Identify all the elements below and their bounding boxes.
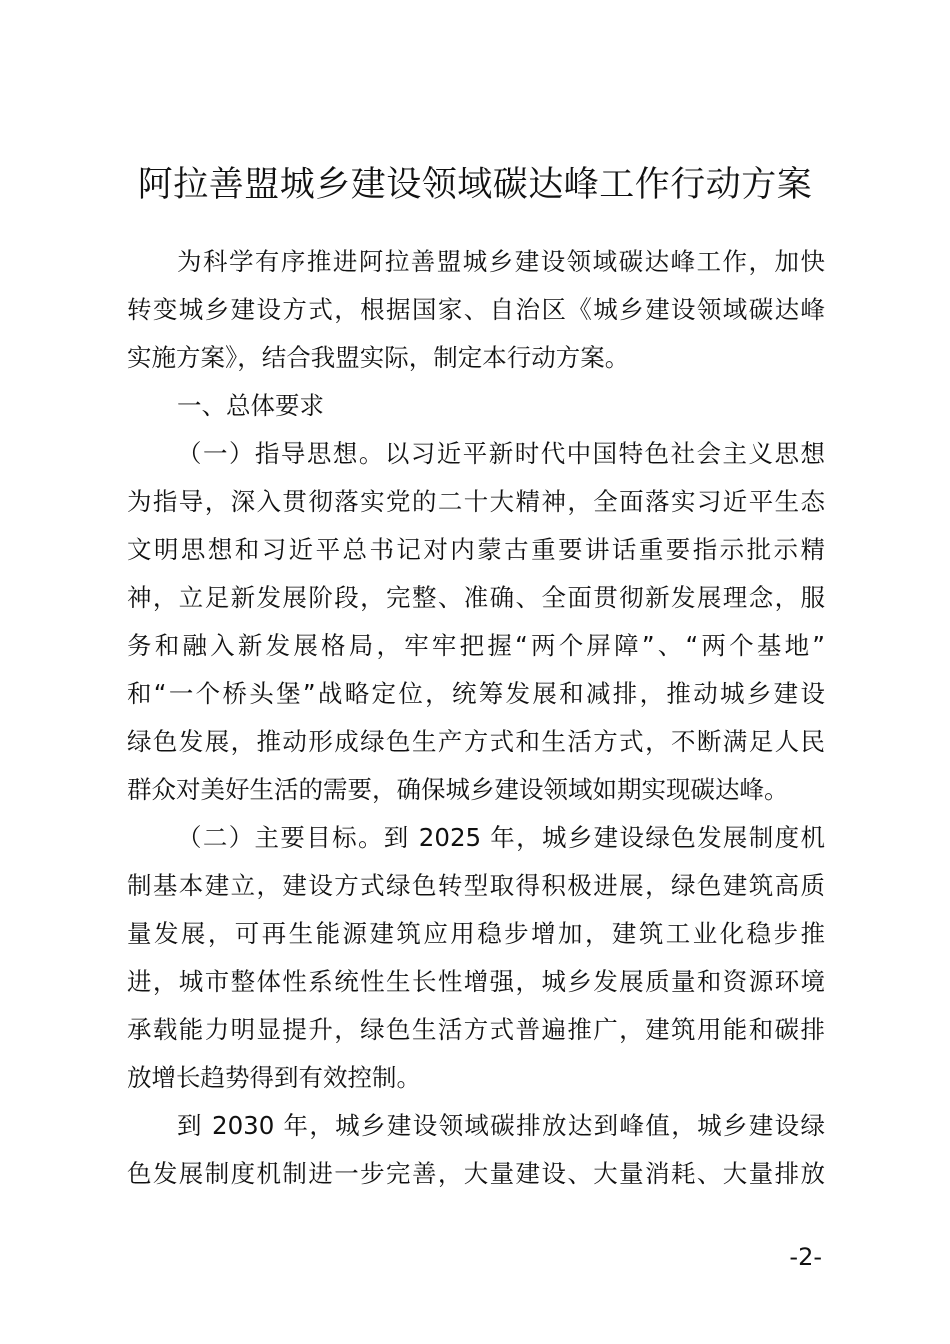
- section-heading: 一、总体要求: [177, 391, 324, 420]
- paragraph-line: （一）指导思想。以习近平新时代中国特色社会主义思想: [177, 439, 825, 468]
- paragraph-line: 色发展制度机制进一步完善，大量建设、大量消耗、大量排放: [127, 1159, 825, 1188]
- paragraph-line: 到 2030 年，城乡建设领域碳排放达到峰值，城乡建设绿: [177, 1111, 825, 1140]
- paragraph-line: 放增长趋势得到有效控制。: [127, 1063, 421, 1092]
- paragraph-line: 为科学有序推进阿拉善盟城乡建设领域碳达峰工作，加快: [177, 247, 825, 276]
- paragraph-line: 和“一个桥头堡”战略定位，统筹发展和减排，推动城乡建设: [127, 679, 825, 708]
- paragraph-line: 务和融入新发展格局，牢牢把握“两个屏障”、“两个基地”: [127, 631, 825, 660]
- paragraph-line: 进，城市整体性系统性生长性增强，城乡发展质量和资源环境: [127, 967, 825, 996]
- paragraph-line: 承载能力明显提升，绿色生活方式普遍推广，建筑用能和碳排: [127, 1015, 825, 1044]
- paragraph-line: （二）主要目标。到 2025 年，城乡建设绿色发展制度机: [177, 823, 825, 852]
- paragraph-line: 为指导，深入贯彻落实党的二十大精神，全面落实习近平生态: [127, 487, 825, 516]
- paragraph-line: 转变城乡建设方式，根据国家、自治区《城乡建设领域碳达峰: [127, 295, 825, 324]
- paragraph-line: 实施方案》，结合我盟实际，制定本行动方案。: [127, 343, 630, 372]
- document-body: [127, 238, 825, 1198]
- paragraph-line: 量发展，可再生能源建筑应用稳步增加，建筑工业化稳步推: [127, 919, 825, 948]
- paragraph-line: 绿色发展，推动形成绿色生产方式和生活方式，不断满足人民: [127, 727, 825, 756]
- paragraph-line: 制基本建立，建设方式绿色转型取得积极进展，绿色建筑高质: [127, 871, 825, 900]
- paragraph-line: 文明思想和习近平总书记对内蒙古重要讲话重要指示批示精: [127, 535, 825, 564]
- paragraph-line: 神，立足新发展阶段，完整、准确、全面贯彻新发展理念，服: [127, 583, 825, 612]
- page-number: -2-: [789, 1243, 822, 1271]
- paragraph-line: 群众对美好生活的需要，确保城乡建设领域如期实现碳达峰。: [127, 775, 789, 804]
- document-title: 阿拉善盟城乡建设领域碳达峰工作行动方案: [137, 165, 813, 206]
